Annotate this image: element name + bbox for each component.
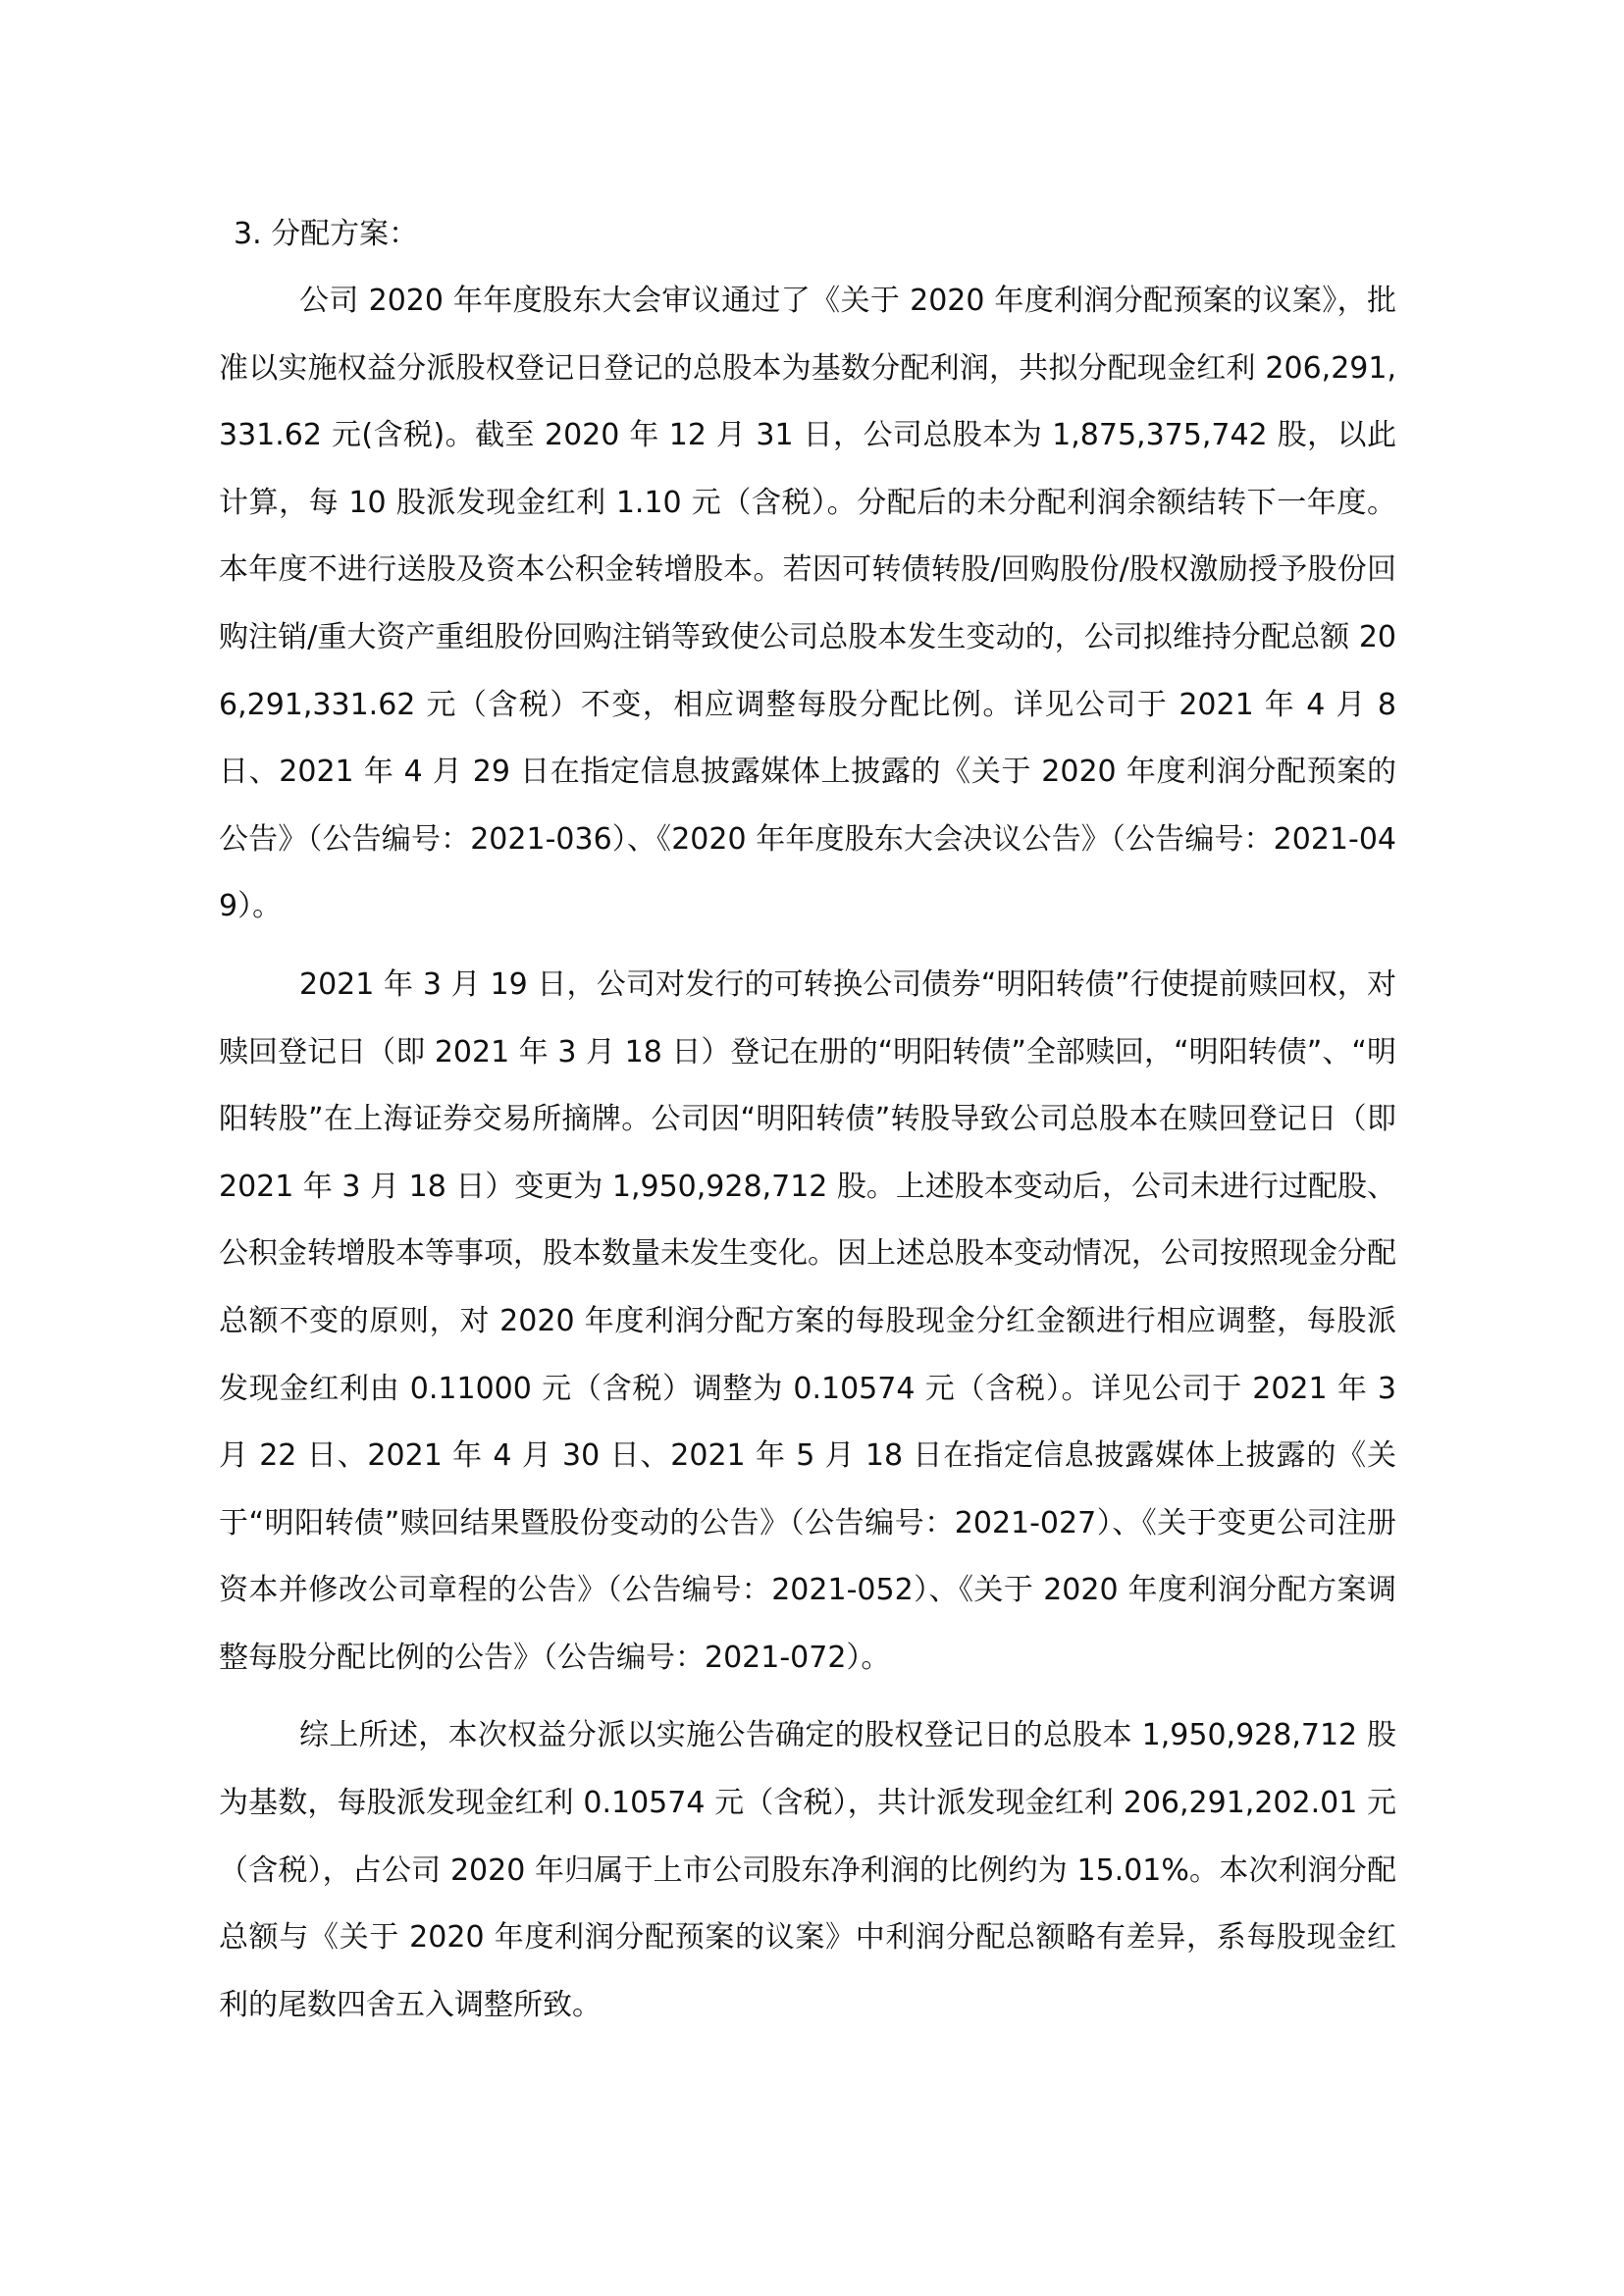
paragraph-share-change: 2021 年 3 月 19 日，公司对发行的可转换公司债券“明阳转债”行使提前赎回权，对赎回登记日（即 2021 年 3 月 18 日）登记在册的“明阳转债”全部赎回，“明阳转债”、“明阳转股”在上海证券交易所摘牌。公司因“明阳转债”转股导致公司总股本在赎回登记日（即 2021 年 3 月 18 日）变更为 1,950,928,712 股。上述股本变动后，公司未进行过配股、公积金转增股本等事项，股本数量未发生变化。因上述总股本变动情况，公司按照现金分配总额不变的原则，对 2020 年度利润分配方案的每股现金分红金额进行相应调整，每股派发现金红利由 0.11000 元（含税）调整为 0.10574 元（含税）。详见公司于 2021 年 3 月 22 日、2021 年 4 月 30 日、2021 年 5 月 18 日在指定信息披露媒体上披露的《关于“明阳转债”赎回结果暨股份变动的公告》（公告编号：2021-027）、《关于变更公司注册资本并修改公司章程的公告》（公告编号：2021-052）、《关于 2020 年度利润分配方案调整每股分配比例的公告》（公告编号：2021-072）。 xyxy=(219,966,1396,1675)
section-heading: 3. 分配方案： xyxy=(234,217,419,251)
document-body xyxy=(219,201,1396,2050)
paragraph-summary: 综上所述，本次权益分派以实施公告确定的股权登记日的总股本 1,950,928,712 股为基数，每股派发现金红利 0.10574 元（含税），共计派发现金红利 206,291,202.01 元（含税），占公司 2020 年归属于上市公司股东净利润的比例约为 15.01%。本次利润分配总额与《关于 2020 年度利润分配预案的议案》中利润分配总额略有差异，系每股现金红利的尾数四舍五入调整所致。 xyxy=(219,1718,1396,2022)
paragraph-distribution-plan: 公司 2020 年年度股东大会审议通过了《关于 2020 年度利润分配预案的议案》，批准以实施权益分派股权登记日登记的总股本为基数分配利润，共拟分配现金红利 206,291,331.62 元(含税)。截至 2020 年 12 月 31 日，公司总股本为 1,875,375,742 股，以此计算，每 10 股派发现金红利 1.10 元（含税）。分配后的未分配利润余额结转下一年度。本年度不进行送股及资本公积金转增股本。若因可转债转股/回购股份/股权激励授予股份回购注销/重大资产重组股份回购注销等致使公司总股本发生变动的，公司拟维持分配总额 206,291,331.62 元（含税）不变，相应调整每股分配比例。详见公司于 2021 年 4 月 8 日、2021 年 4 月 29 日在指定信息披露媒体上披露的《关于 2020 年度利润分配预案的公告》（公告编号：2021-036）、《2020 年年度股东大会决议公告》（公告编号：2021-049）。 xyxy=(219,284,1396,924)
